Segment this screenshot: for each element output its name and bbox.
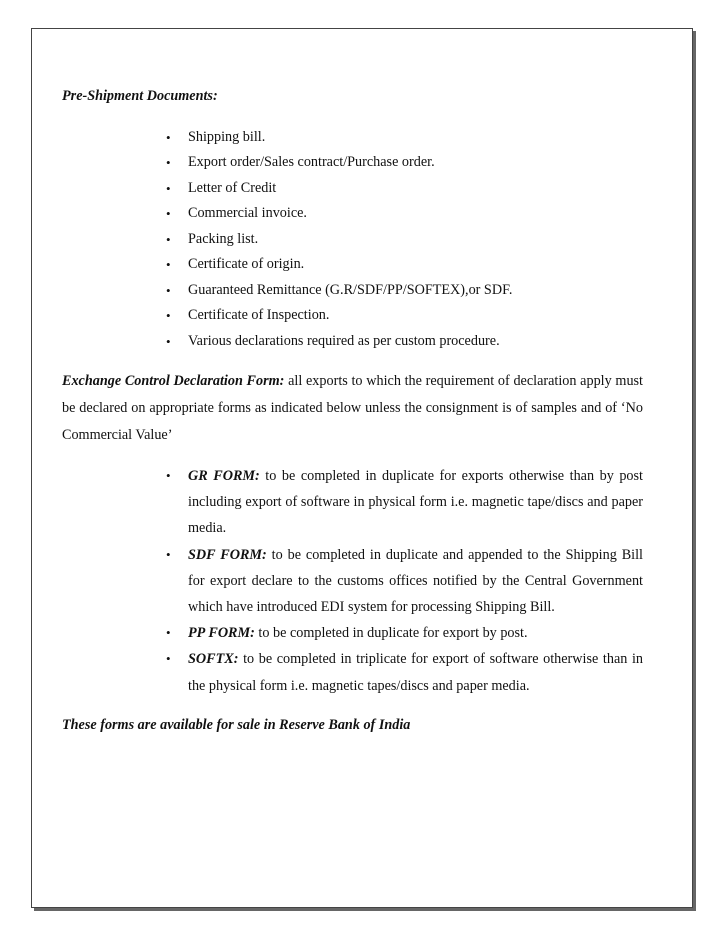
bullet-icon: • [166,651,171,667]
footer-note: These forms are available for sale in Reserve Bank of India [62,716,411,733]
exchange-control-paragraph [62,368,643,449]
forms-list [62,463,643,699]
bullet-icon: • [166,231,171,247]
bullet-icon: • [166,206,171,221]
list-item: • Shipping bill. [62,125,643,151]
list-item: • Certificate of origin. [62,252,643,278]
form-description: to be completed in duplicate for export by post. [254,625,528,642]
list-item: • Commercial invoice. [62,201,643,227]
form-name: SOFTX: [188,651,239,668]
bullet-icon: • [166,180,171,196]
list-item [62,542,643,621]
bullet-icon: • [166,282,171,298]
list-item: • Export order/Sales contract/Purchase order. [62,150,643,176]
form-description: to be completed in duplicate for exports otherwise than by post including export of software in physical form i.e. magnetic tape/discs and paper media. [188,468,643,537]
list-item: • Packing list. [62,227,643,253]
form-name: PP FORM: [188,625,255,642]
list-item [62,620,643,646]
bullet-icon: • [166,155,171,170]
bullet-icon: • [166,333,171,349]
bullet-icon: • [166,625,171,641]
bullet-icon: • [166,129,171,145]
form-name: GR FORM: [188,468,260,484]
exchange-control-text: all exports to which the requirement of declaration apply must be declared on appropriate forms as indicated below unless the consignment is of samples and of ‘No Commercial Value’ [62,373,643,443]
bullet-icon: • [166,308,171,323]
form-description: to be completed in triplicate for export of software otherwise than in the physical form i.e. magnetic tapes/discs and paper media. [188,651,643,694]
list-item: • Various declarations required as per custom procedure. [62,329,643,355]
list-item: • Guaranteed Remittance (G.R/SDF/PP/SOFTEX),or SDF. [62,278,643,304]
list-item [62,646,643,698]
form-description: to be completed in duplicate and appended to the Shipping Bill for export declare to the customs offices notified by the Central Government which have introduced EDI system for processing Shipping Bill. [188,546,644,616]
bullet-icon: • [166,468,171,483]
bullet-icon: • [166,546,171,562]
pre-shipment-heading: Pre-Shipment Documents: [62,88,218,104]
exchange-control-lead: Exchange Control Declaration Form: [62,373,285,389]
bullet-icon: • [166,257,171,272]
form-name: SDF FORM: [188,546,267,563]
pre-shipment-list [62,125,643,355]
document-content [62,84,643,737]
list-item [62,463,643,542]
list-item: • Certificate of Inspection. [62,303,643,329]
list-item: • Letter of Credit [62,176,643,202]
